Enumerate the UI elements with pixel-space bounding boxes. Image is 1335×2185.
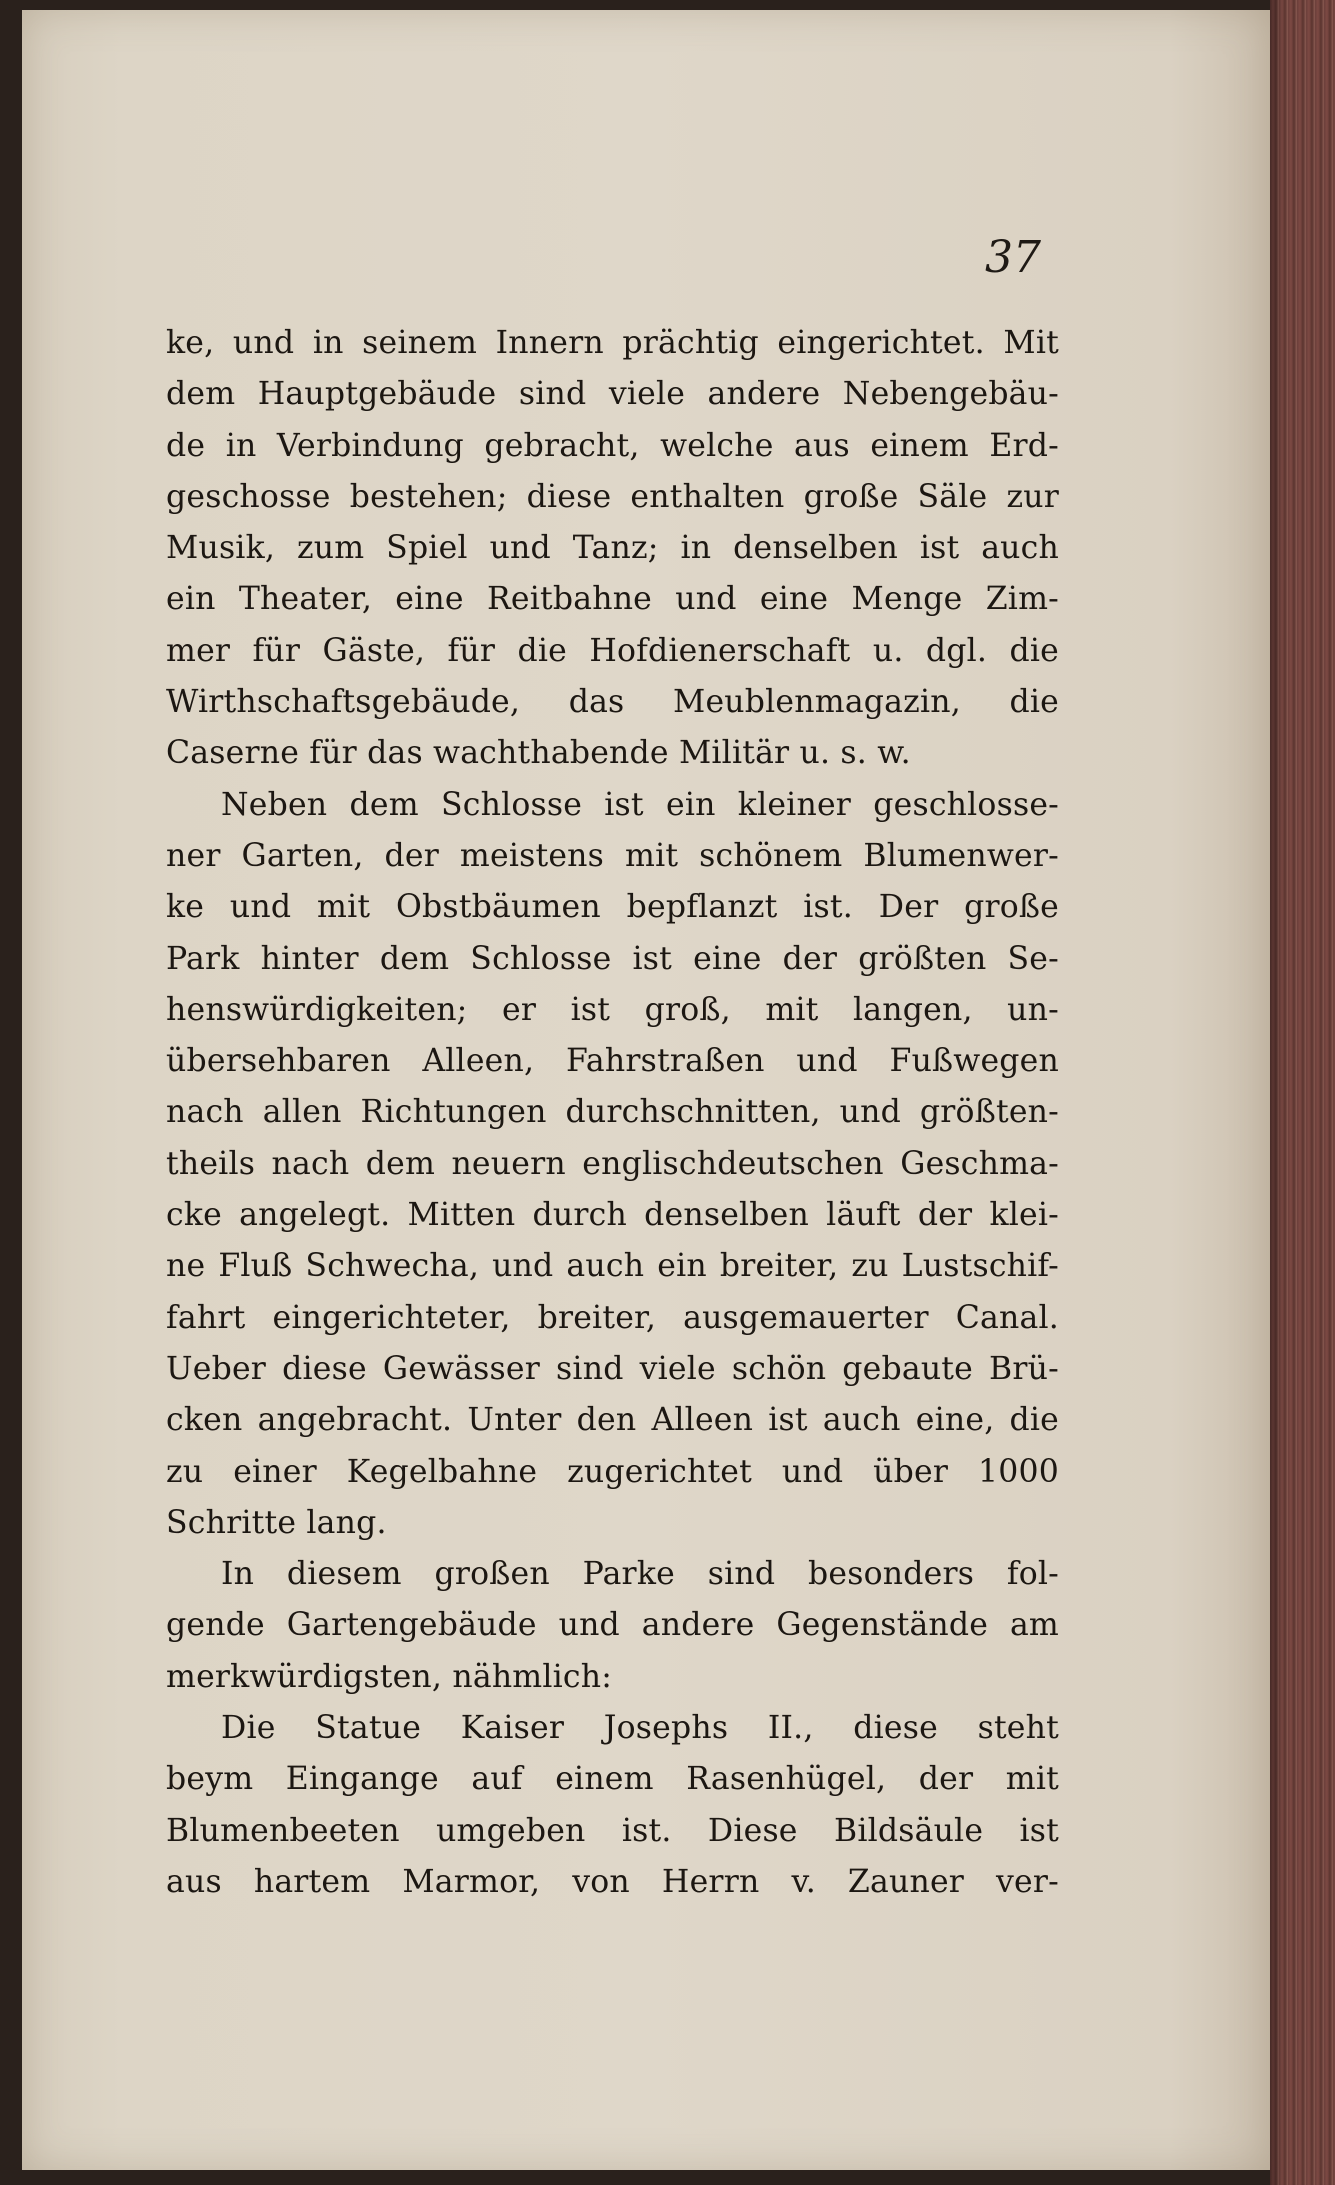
text-line: merkwürdigsten, nähmlich:: [166, 1658, 613, 1695]
page-number: 37: [985, 232, 1041, 283]
text-line: Neben dem Schlosse ist ein kleiner geschlosse-: [221, 786, 1059, 823]
text-line: ke, und in seinem Innern prächtig eingerichtet. Mit: [166, 325, 1059, 361]
text-line: Wirthschaftsgebäude, das Meublenmagazin, die: [166, 684, 1059, 721]
text-line: cke angelegt. Mitten durch denselben läuft der klei-: [166, 1197, 1059, 1234]
text-line: cken angebracht. Unter den Alleen ist auch eine, die: [166, 1402, 1059, 1439]
text-line: ner Garten, der meistens mit schönem Blumenwer-: [166, 837, 1059, 874]
text-line: beym Eingange auf einem Rasenhügel, der mit: [166, 1761, 1059, 1798]
text-line: henswürdigkeiten; er ist groß, mit langen, un-: [166, 991, 1059, 1028]
text-line: geschosse bestehen; diese enthalten große Säle zur: [166, 478, 1059, 515]
text-line: Park hinter dem Schlosse ist eine der größten Se-: [166, 940, 1059, 977]
text-line: ke und mit Obstbäumen bepflanzt ist. Der große: [166, 889, 1059, 926]
text-line: Schritte lang.: [166, 1504, 387, 1541]
text-line: Ueber diese Gewässer sind viele schön gebaute Brü-: [166, 1350, 1059, 1387]
text-line: zu einer Kegelbahne zugerichtet und über 1000: [166, 1453, 1059, 1490]
text-line: theils nach dem neuern englischdeutschen Geschma-: [166, 1145, 1059, 1182]
text-line: übersehbaren Alleen, Fahrstraßen und Fußwegen: [166, 1043, 1059, 1080]
text-line: Musik, zum Spiel und Tanz; in denselben ist auch: [166, 530, 1059, 567]
text-line: fahrt eingerichteter, breiter, ausgemauerter Canal.: [166, 1299, 1059, 1336]
text-line: Caserne für das wachthabende Militär u. s. w.: [166, 735, 911, 772]
page-edges: [1270, 0, 1335, 2185]
text-line: gende Gartengebäude und andere Gegenstände am: [166, 1607, 1059, 1644]
text-line: ein Theater, eine Reitbahne und eine Menge Zim-: [166, 581, 1059, 618]
text-line: Die Statue Kaiser Josephs II., diese steht: [221, 1710, 1059, 1747]
text-line: dem Hauptgebäude sind viele andere Nebengebäu-: [166, 376, 1059, 413]
text-line: Blumenbeeten umgeben ist. Diese Bildsäule ist: [166, 1812, 1059, 1849]
text-line: aus hartem Marmor, von Herrn v. Zauner ver-: [166, 1863, 1059, 1900]
text-line: mer für Gäste, für die Hofdienerschaft u. dgl. die: [166, 632, 1059, 669]
text-line: de in Verbindung gebracht, welche aus einem Erd-: [166, 427, 1059, 464]
text-line: In diesem großen Parke sind besonders fol-: [221, 1556, 1059, 1593]
text-line: nach allen Richtungen durchschnitten, und größten-: [166, 1094, 1059, 1131]
body-text: [166, 318, 1059, 1908]
text-line: ne Fluß Schwecha, und auch ein breiter, zu Lustschif-: [166, 1248, 1059, 1285]
